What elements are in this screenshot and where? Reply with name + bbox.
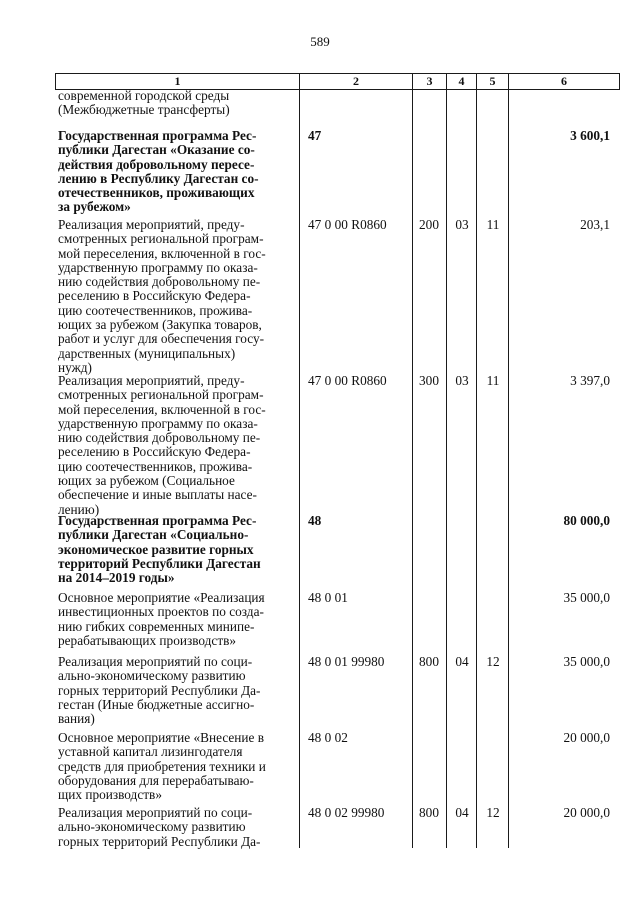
row-code: 47 bbox=[308, 128, 322, 143]
row-amount: 3 397,0 bbox=[570, 373, 610, 388]
col-line-5 bbox=[508, 73, 509, 848]
row-vr: 300 bbox=[419, 373, 439, 388]
row-name: современной городской среды (Межбюджетные трансферты) bbox=[58, 89, 230, 118]
row-code: 48 0 02 bbox=[308, 730, 348, 745]
row-code: 48 0 01 bbox=[308, 590, 348, 605]
row-rz: 04 bbox=[455, 805, 469, 820]
row-rz: 04 bbox=[455, 654, 469, 669]
col-line-6 bbox=[619, 73, 620, 90]
page-number: 589 bbox=[310, 34, 330, 49]
row-code: 48 0 01 99980 bbox=[308, 654, 385, 669]
row-amount: 80 000,0 bbox=[563, 513, 610, 528]
row-name: Реализация мероприятий, преду- смотренных региональной програм- мой переселения, включенной в гос- ударственную программу по оказа- нию содействия добровольному пе- реселению в Российскую Федера- цию соотечественников, прожива- ющих за рубежом (Социальное обеспечение и иные выплаты насе- лению) bbox=[58, 374, 266, 517]
col-line-4 bbox=[476, 73, 477, 848]
row-vr: 800 bbox=[419, 805, 439, 820]
row-rz: 03 bbox=[455, 217, 469, 232]
header-col-2: 2 bbox=[353, 74, 359, 88]
row-pr: 11 bbox=[486, 217, 500, 232]
header-col-5: 5 bbox=[489, 74, 496, 88]
col-line-2 bbox=[412, 73, 413, 848]
row-name: Реализация мероприятий, преду- смотренных региональной програм- мой переселения, включенной в гос- ударственную программу по оказа- нию содействия добровольному пе- реселению в Российскую Федера- цию соотечественников, прожива- ющих за рубежом (Закупка товаров, работ и услуг для обеспечения госу- дарственных (муниципальных) нужд) bbox=[58, 218, 266, 375]
row-code: 48 bbox=[308, 513, 322, 528]
row-pr: 12 bbox=[486, 805, 500, 820]
row-amount: 20 000,0 bbox=[563, 730, 610, 745]
row-amount: 203,1 bbox=[580, 217, 610, 232]
row-name: Реализация мероприятий по соци- ально-экономическому развитию горных территорий Республики Да- bbox=[58, 806, 261, 849]
row-code: 47 0 00 R0860 bbox=[308, 217, 387, 232]
row-amount: 35 000,0 bbox=[563, 654, 610, 669]
header-col-4: 4 bbox=[458, 74, 465, 88]
row-amount: 3 600,1 bbox=[570, 128, 610, 143]
row-code: 47 0 00 R0860 bbox=[308, 373, 387, 388]
col-line-3 bbox=[446, 73, 447, 848]
row-name: Государственная программа Рес- публики Дагестан «Социально- экономическое развитие горных территорий Республики Дагестан на 2014–2019 годы» bbox=[58, 514, 261, 586]
row-amount: 35 000,0 bbox=[563, 590, 610, 605]
row-vr: 800 bbox=[419, 654, 439, 669]
col-line-1 bbox=[299, 73, 300, 848]
header-col-6: 6 bbox=[561, 74, 567, 88]
row-pr: 12 bbox=[486, 654, 500, 669]
row-name: Реализация мероприятий по соци- ально-экономическому развитию горных территорий Республики Да- гестан (Иные бюджетные ассигно- вания) bbox=[58, 655, 261, 727]
row-code: 48 0 02 99980 bbox=[308, 805, 385, 820]
row-amount: 20 000,0 bbox=[563, 805, 610, 820]
row-name: Основное мероприятие «Внесение в уставной капитал лизингодателя средств для приобретения техники и оборудования для перерабатываю- щих производств» bbox=[58, 731, 266, 803]
row-name: Государственная программа Рес- публики Дагестан «Оказание со- действия добровольному пересе- лению в Республику Дагестан со- отечественников, проживающих за рубежом» bbox=[58, 129, 259, 215]
row-name: Основное мероприятие «Реализация инвестиционных проектов по созда- нию гибких современных минипе- рерабатывающих производств» bbox=[58, 591, 265, 648]
header-col-1: 1 bbox=[174, 74, 181, 88]
row-rz: 03 bbox=[455, 373, 469, 388]
header-col-3: 3 bbox=[426, 74, 433, 88]
row-vr: 200 bbox=[419, 217, 439, 232]
row-pr: 11 bbox=[486, 373, 500, 388]
